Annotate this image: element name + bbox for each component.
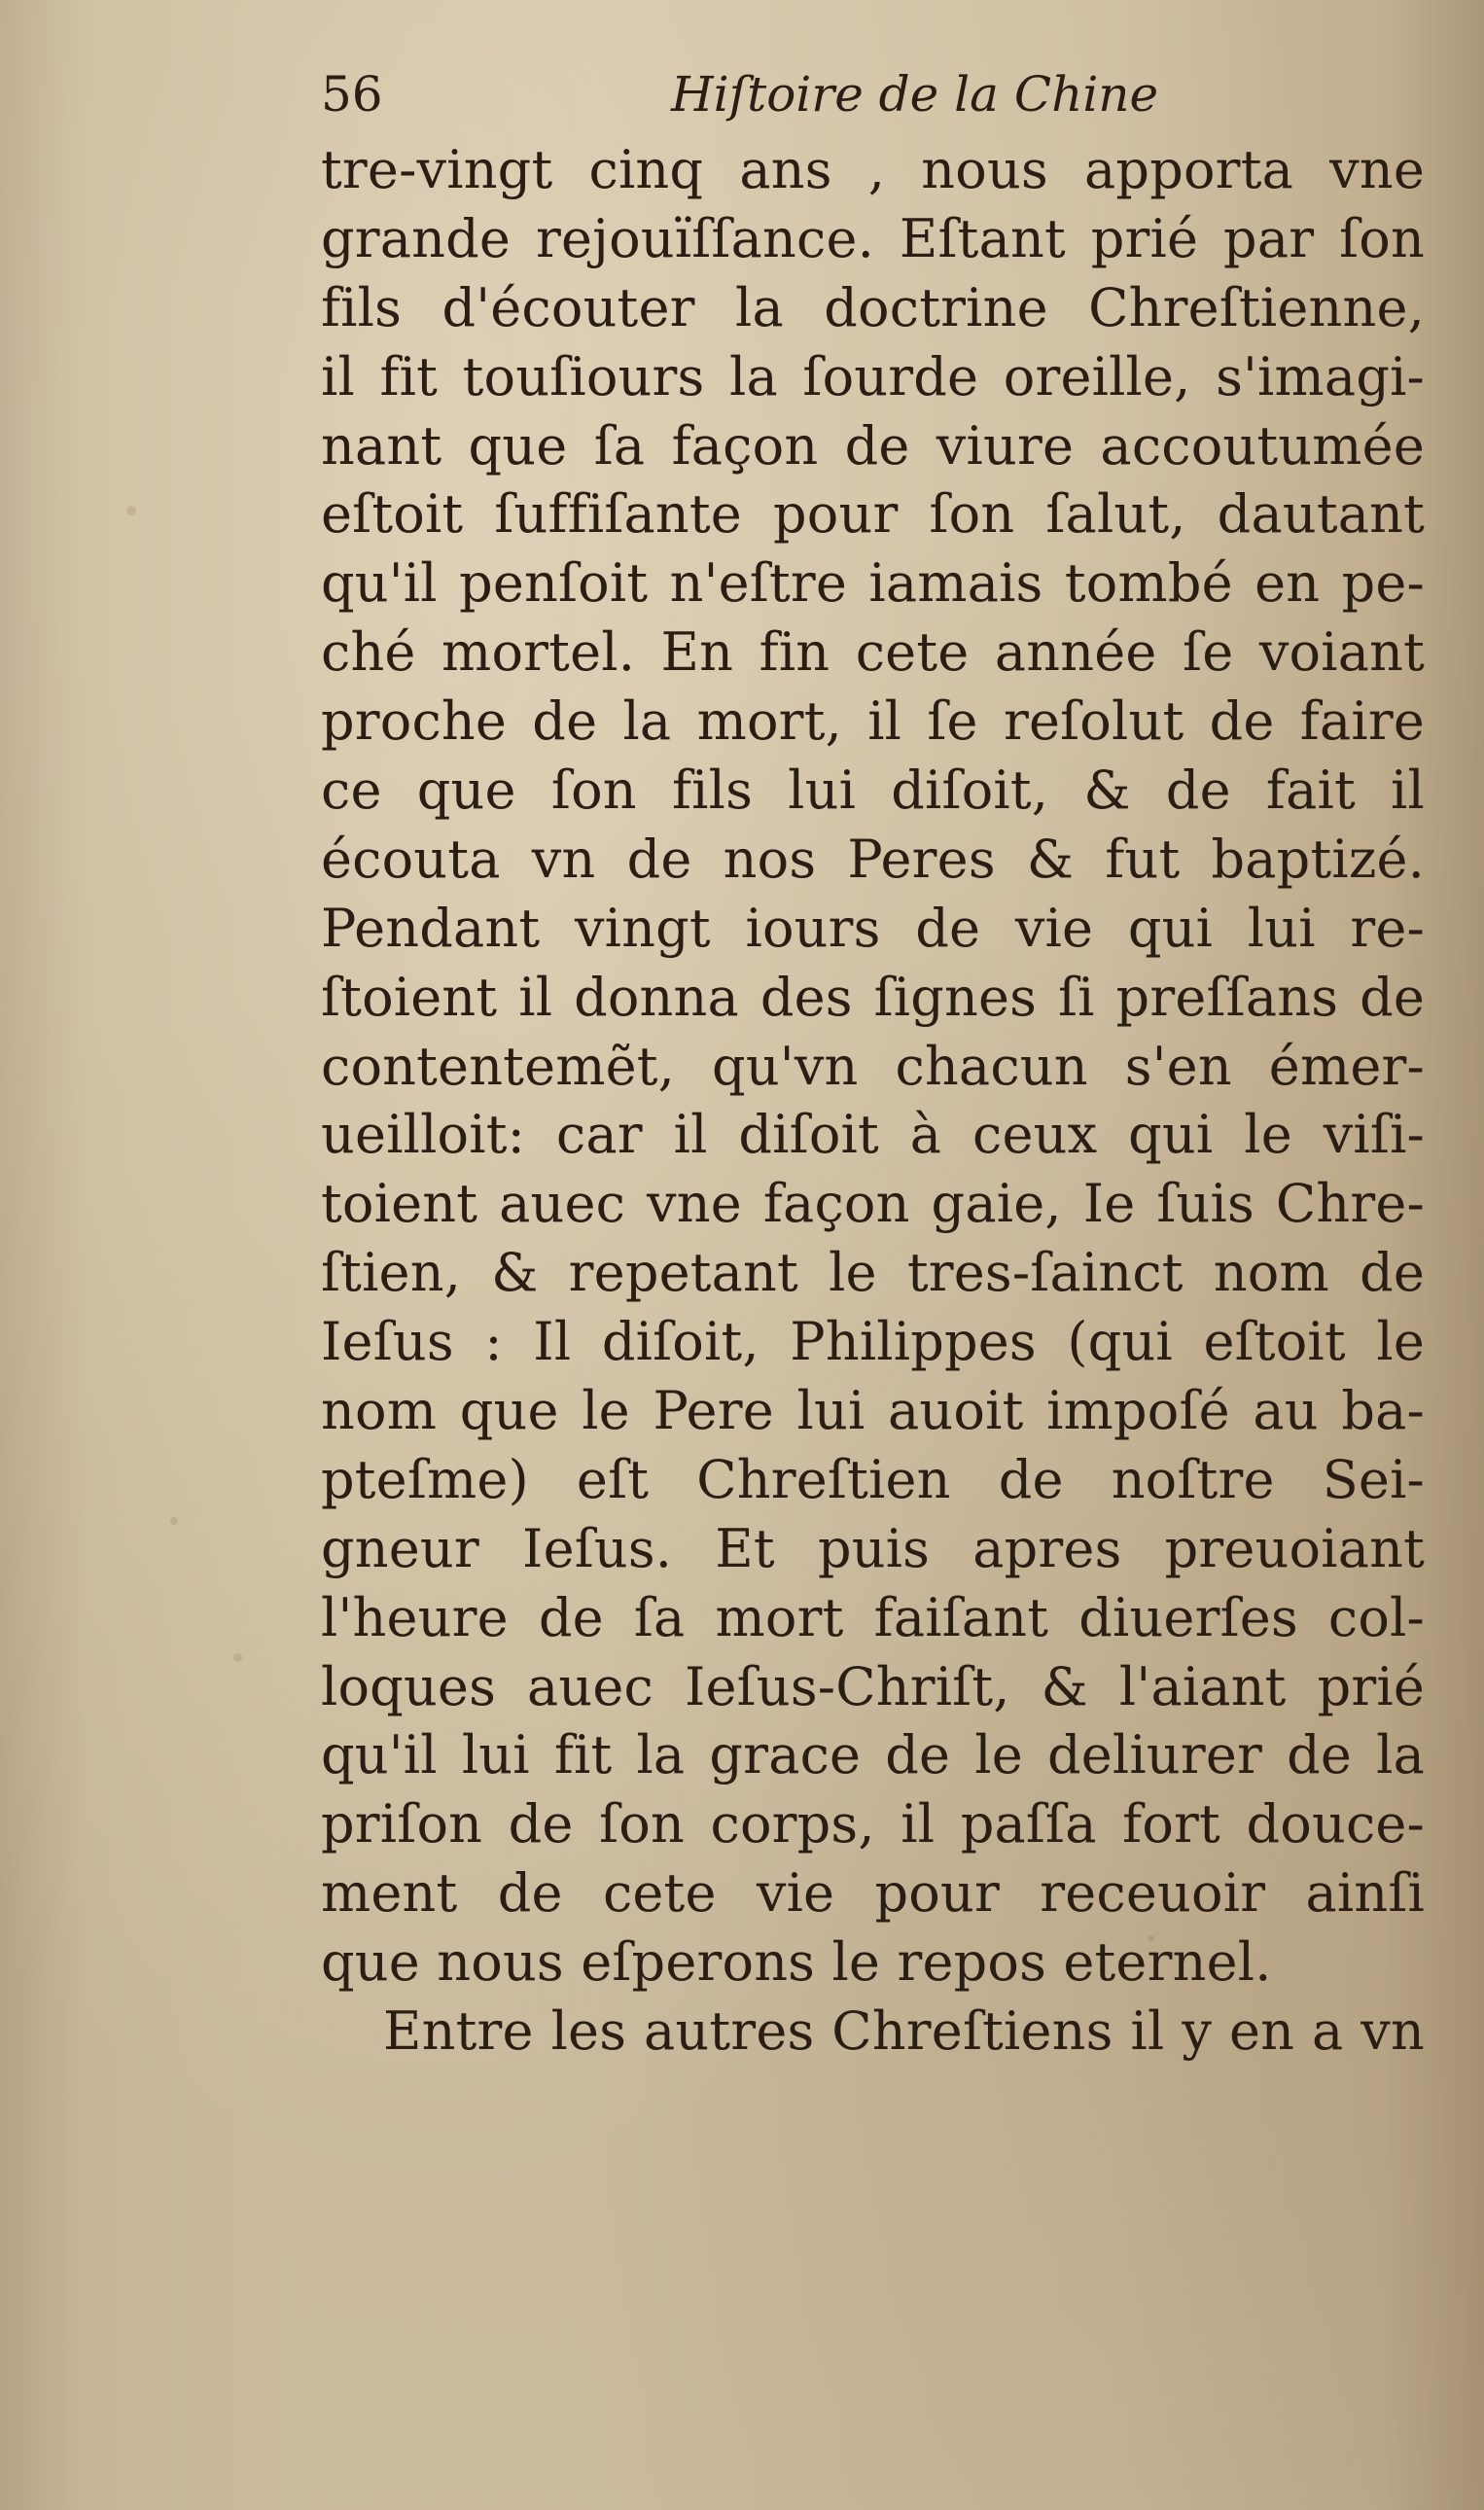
text-line: Entre les autres Chreſtiens il y en a vn <box>383 2000 1425 2063</box>
paper-stain <box>126 506 136 515</box>
text-line: qu'il penſoit n'eſtre iamais tombé en pe- <box>321 552 1425 615</box>
body-text <box>321 136 1425 2067</box>
page-number: 56 <box>321 66 383 123</box>
text-line: ueilloit: car il diſoit à ceux qui le viſi- <box>321 1104 1425 1166</box>
text-line: qu'il lui fit la grace de le deliurer de la <box>321 1724 1425 1786</box>
text-line: ſtien, & repetant le tres-ſainct nom de <box>321 1242 1425 1304</box>
paper-stain <box>170 1517 178 1525</box>
text-line: nant que ſa façon de viure accoutumée <box>321 414 1425 477</box>
text-line: nom que le Pere lui auoit impoſé au ba- <box>321 1380 1425 1442</box>
text-line: ché mortel. En fin cete année ſe voiant <box>321 621 1425 684</box>
text-line: proche de la mort, il ſe reſolut de faire <box>321 690 1425 753</box>
text-line: gneur Ieſus. Et puis apres preuoiant <box>321 1517 1425 1579</box>
text-line: écouta vn de nos Peres & fut baptizé. <box>321 828 1425 890</box>
text-line: pteſme) eſt Chreſtien de noſtre Sei- <box>321 1448 1425 1510</box>
text-line: ſtoient il donna des ſignes ſi preſſans de <box>321 966 1425 1028</box>
text-line: Ieſus : Il diſoit, Philippes (qui eſtoit le <box>321 1311 1425 1373</box>
text-line: tre-vingt cinq ans , nous apporta vne <box>321 139 1425 200</box>
page-header <box>321 60 1352 128</box>
text-line: que nous eſperons le repos eternel. <box>321 1931 1272 1994</box>
text-line: loques auec Ieſus-Chriſt, & l'aiant prié <box>321 1655 1425 1717</box>
text-line: ce que ſon fils lui diſoit, & de fait il <box>321 760 1425 822</box>
text-line: l'heure de ſa mort faiſant diuerſes col- <box>321 1586 1425 1648</box>
text-line: toient auec vne façon gaie, Ie ſuis Chre- <box>321 1173 1425 1235</box>
text-line: grande rejouïſſance. Eſtant prié par ſon <box>321 207 1425 269</box>
running-title: Hiſtoire de la Chine <box>671 66 1159 123</box>
text-line: Pendant vingt iours de vie qui lui re- <box>321 897 1425 959</box>
text-line: priſon de ſon corps, il paſſa fort douce- <box>321 1793 1425 1856</box>
paper-stain <box>233 1653 242 1662</box>
text-line: eſtoit ſuffiſante pour ſon ſalut, dautant <box>321 483 1425 546</box>
text-line: contentemẽt, qu'vn chacun s'en émer- <box>321 1035 1425 1097</box>
text-line: il fit touſiours la ſourde oreille, s'imagi- <box>321 345 1425 407</box>
text-line: fils d'écouter la doctrine Chreſtienne, <box>321 276 1425 338</box>
text-line: ment de cete vie pour receuoir ainſi <box>321 1862 1425 1925</box>
